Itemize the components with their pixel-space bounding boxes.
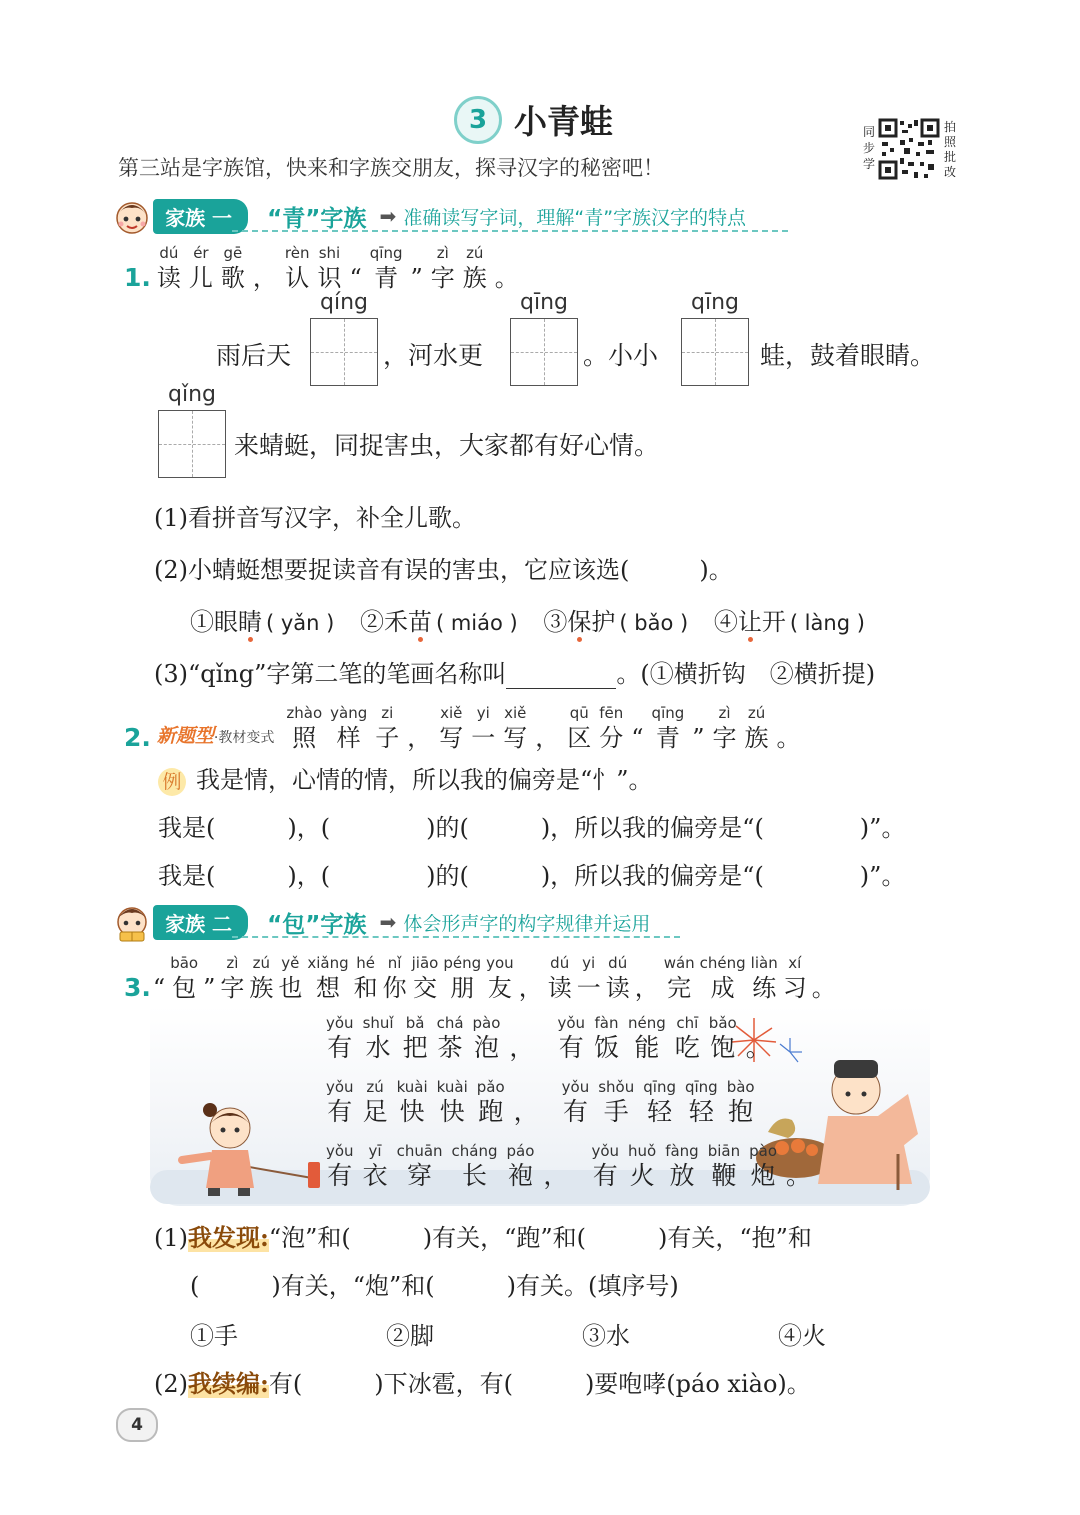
pinyin-char: yǒu 有 [557, 1014, 585, 1062]
option-4[interactable]: ④让开 ( làng ) [713, 608, 865, 636]
box3-pinyin: qīng [691, 290, 739, 315]
pinyin-char: yǒu 有 [326, 1142, 354, 1190]
pinyin-char: ， [407, 724, 432, 752]
pinyin-char: shi 识 [317, 244, 342, 292]
q3-choice-3[interactable]: ③水 [582, 1322, 630, 1350]
qr-left-label: 同 步 学 [863, 125, 876, 171]
pinyin-char: dú 读 [156, 244, 181, 292]
pinyin-char: nǐ 你 [382, 954, 407, 1002]
pinyin-char: qīng 轻 [684, 1078, 718, 1126]
pinyin-char: biān 鞭 [707, 1142, 741, 1190]
qr-code-icon[interactable] [878, 118, 940, 180]
pinyin-char: fàn 饭 [594, 1014, 620, 1062]
q3-poem-line-3 [326, 1142, 820, 1192]
pinyin-char: fēn 分 [599, 704, 624, 752]
q3-sub1-cont: ( )有关，“炮”和( )有关。(填序号) [190, 1272, 679, 1300]
pinyin-char: gē 歌 [220, 244, 245, 292]
pinyin-char: qīng 轻 [643, 1078, 676, 1126]
girl-mascot-icon [112, 902, 152, 942]
poem-line1-b: ，河水更 [383, 341, 484, 370]
pinyin-char: 。 [776, 724, 801, 752]
arrow-icon: ➡ [379, 910, 397, 934]
continue-label: 我续编: [188, 1369, 269, 1398]
pinyin-char: “ [349, 264, 362, 292]
pinyin-char: you 友 [486, 954, 514, 1002]
pinyin-char: bǎ 把 [402, 1014, 428, 1062]
new-question-badge: 新题型·教材变式 [156, 725, 275, 747]
pinyin-char: liàn 练 [750, 954, 778, 1002]
pinyin-char: chá 茶 [436, 1014, 464, 1062]
qr-right-label: 拍 照 批 改 [944, 120, 957, 179]
q2-number: 2. [124, 723, 151, 752]
pinyin-char: zú 族 [744, 704, 769, 752]
pinyin-char: bào 抱 [726, 1078, 755, 1126]
q1-number: 1. [124, 263, 151, 292]
q3-heading [124, 954, 841, 1004]
boy-mascot-icon [112, 196, 152, 236]
pinyin-char: xiǎng 想 [307, 954, 349, 1002]
pinyin-char: chuān 穿 [396, 1142, 443, 1190]
pinyin-char: ” [410, 264, 423, 292]
pinyin-char: kuài 快 [396, 1078, 428, 1126]
q3-poem-line-1 [326, 1014, 780, 1064]
q3-sub1: (1)我发现:“泡”和( )有关，“跑”和( )有关，“抱”和 [154, 1223, 812, 1252]
pinyin-char: shuǐ 水 [362, 1014, 394, 1062]
q3-poem-line-2 [326, 1078, 773, 1128]
writing-box-4[interactable] [158, 410, 226, 478]
q1-sub3: (3)“qǐng”字第二笔的笔画名称叫 。(①横折钩 ②横折提) [154, 660, 876, 688]
writing-box-2[interactable] [510, 318, 578, 386]
pinyin-char: zi 子 [375, 704, 400, 752]
pinyin-char: ， [509, 1033, 535, 1062]
pinyin-char: xiě 写 [439, 704, 464, 752]
q2-heading [124, 704, 809, 754]
pinyin-char: yi 一 [576, 954, 601, 1002]
q3-number: 3. [124, 973, 151, 1002]
q1-heading [124, 244, 527, 294]
pinyin-char: péng 朋 [443, 954, 482, 1002]
pinyin-char: pǎo 跑 [476, 1078, 505, 1126]
pinyin-char: xí 习 [782, 954, 807, 1002]
pinyin-char: zú 足 [362, 1078, 388, 1126]
pinyin-char: zú 族 [249, 954, 274, 1002]
child-illustration [172, 1100, 332, 1200]
pinyin-char: 。 [494, 264, 519, 292]
family2-goal: 体会形声字的构字规律并运用 [403, 912, 651, 935]
pinyin-char: kuài 快 [436, 1078, 468, 1126]
pinyin-char: fàng 放 [665, 1142, 699, 1190]
pinyin-char: wán 完 [663, 954, 695, 1002]
pinyin-char: qū 区 [567, 704, 592, 752]
pinyin-char: rèn 认 [284, 244, 310, 292]
q3-ruby-text [152, 954, 841, 1004]
q3-choice-1[interactable]: ①手 [190, 1322, 238, 1350]
pinyin-char: yī 衣 [362, 1142, 388, 1190]
q1-sub3-answer-line[interactable] [506, 664, 616, 689]
pinyin-char: cháng 长 [451, 1142, 498, 1190]
lesson-number: 3 [468, 105, 488, 135]
pinyin-char: “ [631, 724, 644, 752]
intro-text: 第三站是字族馆，快来和字族交朋友，探寻汉字的秘密吧！ [118, 156, 664, 180]
poem-line2: 来蜻蜓，同捉害虫，大家都有好心情。 [234, 431, 660, 460]
box2-pinyin: qīng [520, 290, 568, 315]
family1-rule [232, 230, 788, 232]
pinyin-char: ér 儿 [188, 244, 213, 292]
page-number: 4 [116, 1408, 158, 1442]
pinyin-char: zì 字 [430, 244, 455, 292]
pinyin-char: yǒu 有 [591, 1142, 619, 1190]
family2-title: “包”字族 [267, 911, 367, 938]
pinyin-char: zì 字 [712, 704, 737, 752]
pinyin-char: pào 泡 [472, 1014, 501, 1062]
q3-choice-2[interactable]: ②脚 [386, 1322, 434, 1350]
discover-label: 我发现: [188, 1223, 269, 1252]
pinyin-char: bāo 包 [170, 954, 199, 1002]
pinyin-char: qīng 青 [369, 244, 403, 292]
pinyin-char: yǒu 有 [326, 1078, 354, 1126]
pinyin-char: jiāo 交 [411, 954, 439, 1002]
q1-sub1: (1)看拼音写汉字，补全儿歌。 [154, 504, 476, 532]
q1-sub2: (2)小蜻蜓想要捉读音有误的害虫，它应该选( )。 [154, 556, 733, 584]
pinyin-char: hé 和 [353, 954, 378, 1002]
pinyin-char: dú 读 [547, 954, 572, 1002]
pinyin-char: yi 一 [471, 704, 496, 752]
poem-line1-d: 蛙，鼓着眼睛。 [760, 341, 936, 370]
q3-sub2: (2)我续编:有( )下冰雹，有( )要咆哮(páo xiào)。 [154, 1369, 811, 1398]
option-2[interactable]: ②禾苗 ( miáo ) [359, 608, 518, 636]
pinyin-char: ， [634, 974, 659, 1002]
poem-line1-c: 。小小 [583, 341, 659, 370]
family1-title: “青”字族 [267, 205, 367, 232]
option-1[interactable]: ①眼睛 ( yǎn ) [190, 608, 335, 636]
pinyin-char: 。 [786, 1161, 812, 1190]
box4-pinyin: qǐng [168, 382, 216, 407]
pinyin-char: ， [513, 1097, 539, 1126]
box1-pinyin: qíng [320, 290, 368, 315]
family1-tag: 家族 一 [153, 199, 248, 234]
pinyin-char: 。 [745, 1033, 771, 1062]
pinyin-char: chī 吃 [674, 1014, 700, 1062]
pinyin-char: yàng 样 [330, 704, 368, 752]
pinyin-char: ， [543, 1161, 569, 1190]
pinyin-char: yǒu 有 [326, 1014, 354, 1062]
pinyin-char: páo 袍 [506, 1142, 535, 1190]
q1-options [190, 602, 865, 637]
pinyin-char: ” [203, 974, 216, 1002]
option-3[interactable]: ③保护 ( bǎo ) [543, 608, 689, 636]
pinyin-char: bǎo 饱 [708, 1014, 737, 1062]
family2-rule [232, 936, 680, 938]
pinyin-char: shǒu 手 [598, 1078, 635, 1126]
page-title: 小青蛙 [514, 102, 613, 141]
family2-tag: 家族 二 [153, 905, 248, 940]
q2-blank-line-1[interactable]: 我是( )，( )的( )，所以我的偏旁是“( )”。 [158, 814, 906, 842]
example-mark: 例 [158, 768, 186, 796]
q2-ruby-text [286, 704, 808, 754]
lesson-number-badge [454, 96, 502, 144]
pinyin-char: yě 也 [278, 954, 303, 1002]
pinyin-char: dú 读 [605, 954, 630, 1002]
pinyin-char: zú 族 [462, 244, 487, 292]
poem-line1-a: 雨后天 [216, 341, 292, 370]
pinyin-char: ， [252, 264, 277, 292]
pinyin-char: pào 炮 [749, 1142, 777, 1190]
pinyin-char: huǒ 火 [628, 1142, 657, 1190]
q2-example: 例 我是情，心情的情，所以我的偏旁是“忄”。 [158, 760, 653, 796]
pinyin-char: ” [692, 724, 705, 752]
q2-blank-line-2[interactable]: 我是( )，( )的( )，所以我的偏旁是“( )”。 [158, 862, 906, 890]
pinyin-char: zì 字 [220, 954, 245, 1002]
family1-goal: 准确读写字词，理解“青”字族汉字的特点 [403, 206, 747, 229]
pinyin-char: yǒu 有 [561, 1078, 590, 1126]
arrow-icon: ➡ [379, 204, 397, 228]
pinyin-char: xiě 写 [503, 704, 528, 752]
pinyin-char: chéng 成 [699, 954, 746, 1002]
pinyin-char: “ [152, 974, 166, 1002]
pinyin-char: 。 [811, 974, 836, 1002]
q3-choice-4[interactable]: ④火 [778, 1322, 826, 1350]
pinyin-char: ， [535, 724, 560, 752]
pinyin-char: zhào 照 [286, 704, 323, 752]
writing-box-3[interactable] [681, 318, 749, 386]
pinyin-char: qīng 青 [651, 704, 685, 752]
pinyin-char: néng 能 [628, 1014, 666, 1062]
writing-box-1[interactable] [310, 318, 378, 386]
pinyin-char: ， [518, 974, 543, 1002]
